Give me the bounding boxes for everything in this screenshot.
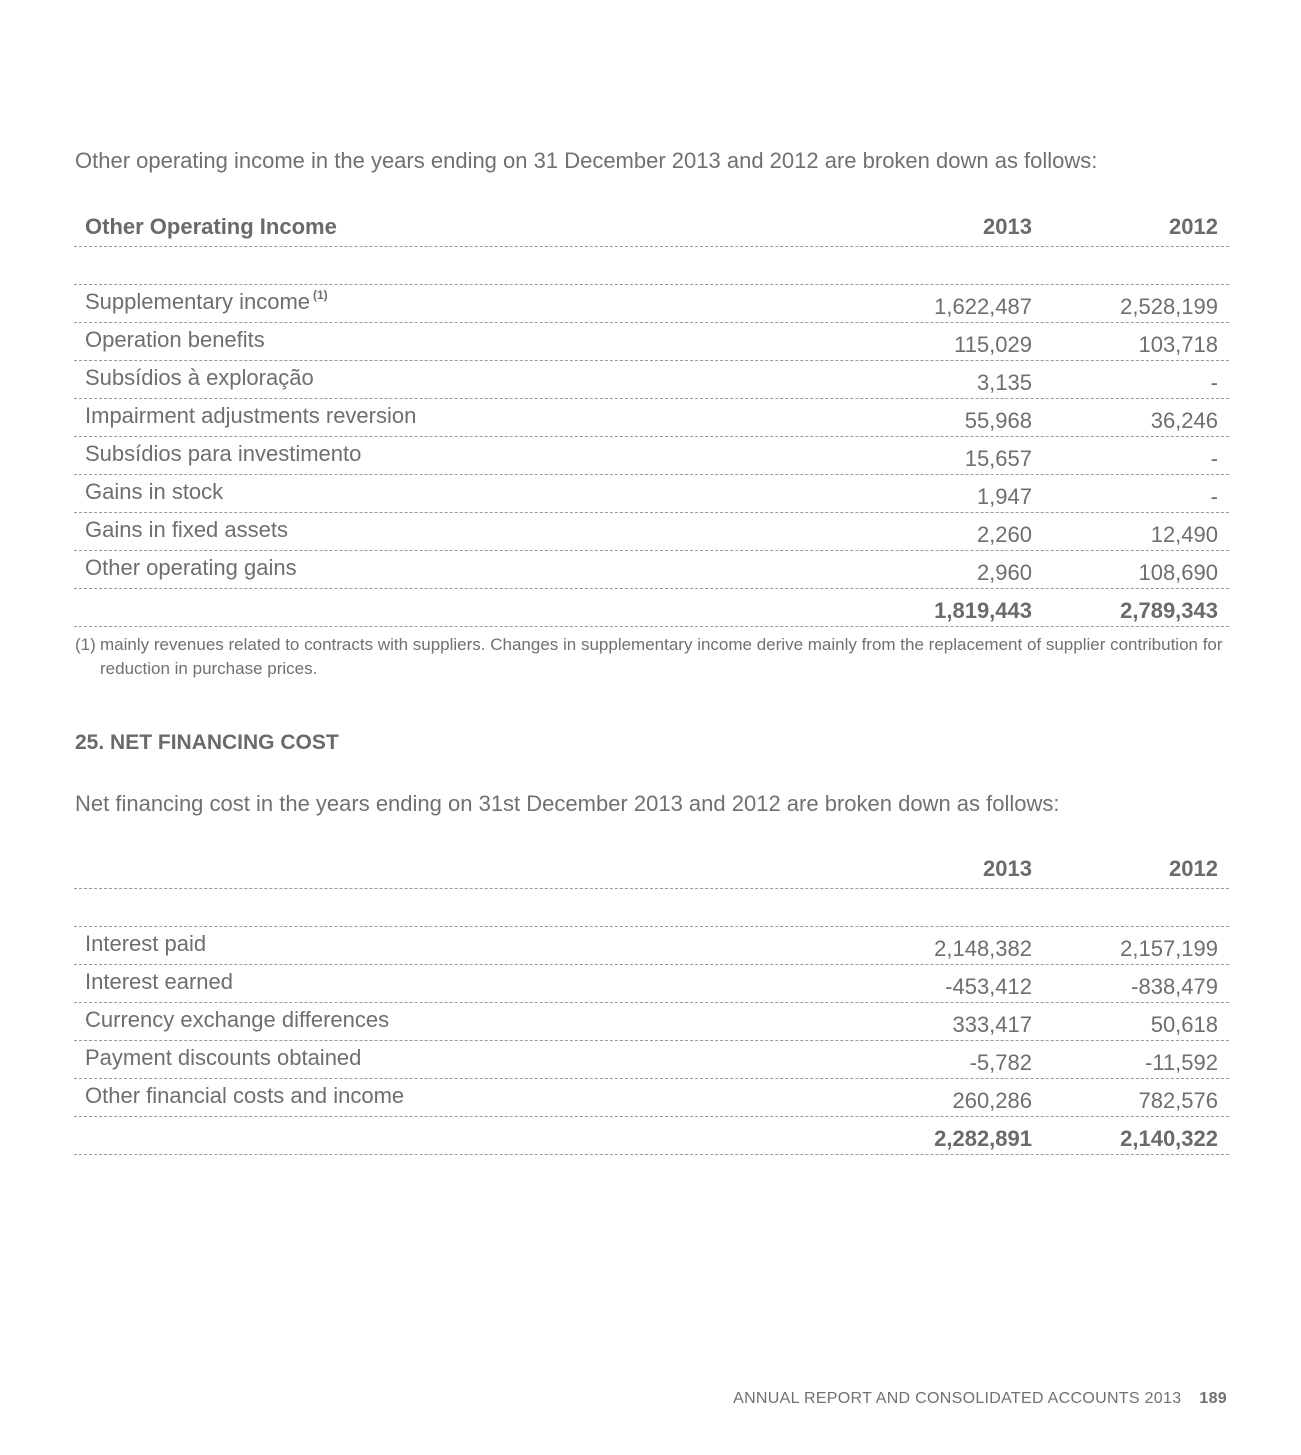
value-2012: -: [1210, 370, 1218, 395]
table-row: [74, 1041, 1229, 1079]
footnote-number: (1): [75, 635, 96, 654]
value-2013: 1,947: [976, 484, 1032, 509]
total-2013: 1,819,443: [934, 598, 1032, 623]
footer-title: ANNUAL REPORT AND CONSOLIDATED ACCOUNTS 2013: [733, 1390, 1182, 1407]
value-2012: 12,490: [1150, 522, 1218, 547]
table-header-row: [74, 209, 1229, 247]
value-2013: 1,622,487: [934, 294, 1032, 319]
row-label: Other operating gains: [85, 555, 297, 580]
row-label: Other financial costs and income: [85, 1083, 405, 1108]
value-2012: -838,479: [1131, 974, 1218, 999]
total-row: [74, 1117, 1229, 1155]
net-financing-cost-table: [74, 851, 1229, 1155]
column-header-2013: 2013: [983, 856, 1032, 881]
value-2013: 3,135: [976, 370, 1032, 395]
value-2013: 115,029: [954, 332, 1032, 357]
column-header-2012: 2012: [1169, 214, 1218, 239]
value-2013: 2,260: [976, 522, 1032, 547]
row-label: Interest earned: [85, 969, 233, 994]
value-2013: -453,412: [945, 974, 1032, 999]
value-2013: 2,148,382: [934, 936, 1032, 961]
value-2013: -5,782: [969, 1050, 1032, 1075]
row-label: Gains in fixed assets: [85, 517, 288, 542]
value-2012: 2,528,199: [1120, 294, 1218, 319]
value-2012: 108,690: [1138, 560, 1218, 585]
footnote-text: mainly revenues related to contracts with suppliers. Changes in supplementary income derive mainly from the replacement of supplier contribution for reduction in purchase prices.: [100, 635, 1223, 678]
value-2012: 782,576: [1138, 1088, 1218, 1113]
value-2012: -11,592: [1145, 1050, 1218, 1075]
total-2012: 2,789,343: [1120, 598, 1218, 623]
total-2012: 2,140,322: [1120, 1126, 1218, 1151]
section-heading: 25. NET FINANCING COST: [75, 731, 339, 754]
table-row: [74, 965, 1229, 1003]
table-title: Other Operating Income: [85, 214, 337, 239]
total-row: [74, 589, 1229, 627]
row-label: Subsídios à exploração: [85, 365, 314, 390]
table-row: [74, 361, 1229, 399]
value-2012: 103,718: [1138, 332, 1218, 357]
table-row: [74, 437, 1229, 475]
other-operating-income-table: [74, 209, 1229, 627]
value-2012: 36,246: [1150, 408, 1218, 433]
value-2012: 50,618: [1150, 1012, 1218, 1037]
table-row: [74, 323, 1229, 361]
table-row: [74, 551, 1229, 589]
footnote: [75, 633, 1225, 681]
table-row: [74, 1003, 1229, 1041]
column-header-2013: 2013: [983, 214, 1032, 239]
row-label: Currency exchange differences: [85, 1007, 390, 1032]
row-label: Supplementary income: [85, 289, 311, 314]
row-label: Subsídios para investimento: [85, 441, 362, 466]
table-row: [74, 1079, 1229, 1117]
spacer-row: [74, 889, 1229, 927]
column-header-2012: 2012: [1169, 856, 1218, 881]
table-row: [74, 927, 1229, 965]
footnote-marker: (1): [313, 287, 328, 302]
row-label: Gains in stock: [85, 479, 224, 504]
table-row: [74, 285, 1229, 323]
page-number: 189: [1199, 1390, 1227, 1407]
value-2013: 260,286: [952, 1088, 1032, 1113]
value-2013: 2,960: [976, 560, 1032, 585]
financing-intro-text: Net financing cost in the years ending on 31st December 2013 and 2012 are broken down as follows:: [75, 791, 1060, 816]
row-label: Impairment adjustments reversion: [85, 403, 417, 428]
row-label: Interest paid: [85, 931, 207, 956]
income-intro-text: Other operating income in the years ending on 31 December 2013 and 2012 are broken down as follows:: [75, 148, 1098, 173]
table-header-row: [74, 851, 1229, 889]
total-2013: 2,282,891: [934, 1126, 1032, 1151]
row-label: Payment discounts obtained: [85, 1045, 362, 1070]
table-row: [74, 399, 1229, 437]
value-2013: 333,417: [952, 1012, 1032, 1037]
table-row: [74, 475, 1229, 513]
value-2013: 55,968: [964, 408, 1032, 433]
value-2012: 2,157,199: [1120, 936, 1218, 961]
value-2012: -: [1210, 446, 1218, 471]
value-2013: 15,657: [964, 446, 1032, 471]
value-2012: -: [1210, 484, 1218, 509]
table-row: [74, 513, 1229, 551]
row-label: Operation benefits: [85, 327, 265, 352]
page-footer: [733, 1390, 1227, 1408]
spacer-row: [74, 247, 1229, 285]
